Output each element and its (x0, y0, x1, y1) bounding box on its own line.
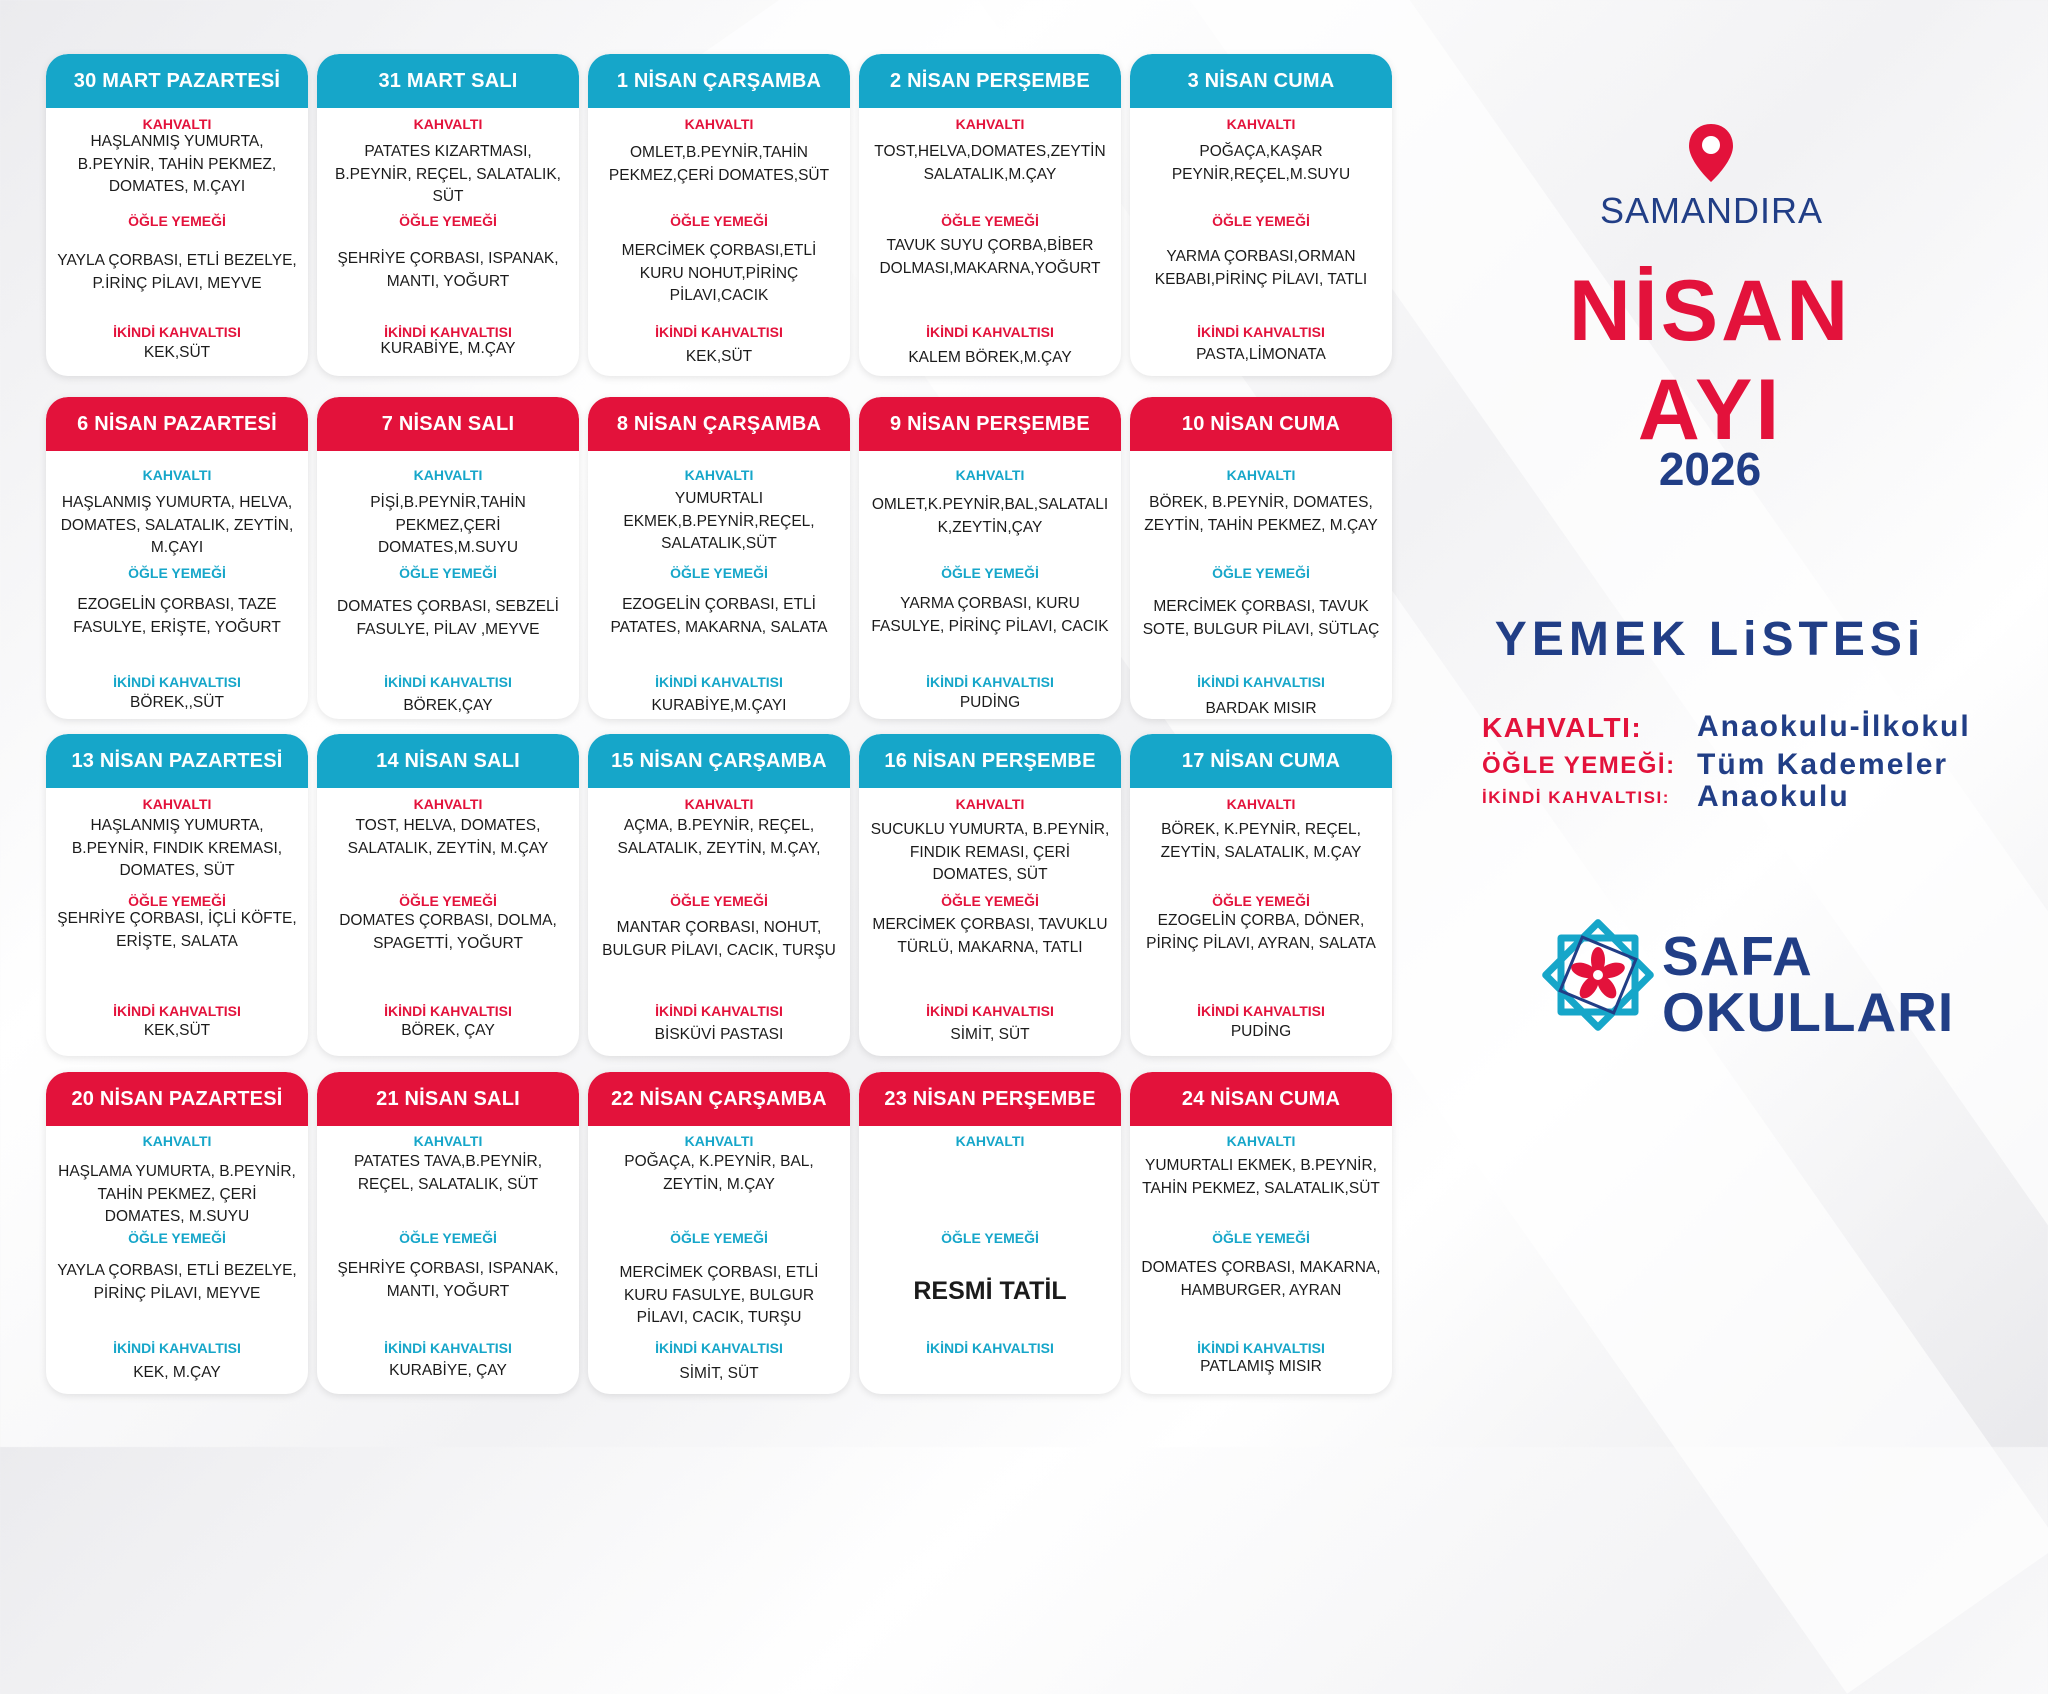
logo-text-line1: SAFA (1662, 925, 1813, 987)
breakfast-items: OMLET,B.PEYNİR,TAHİN PEKMEZ,ÇERİ DOMATES,SÜT (608, 144, 830, 184)
breakfast-items: HAŞLANMIŞ YUMURTA, B.PEYNİR, FINDIK KREMASI, DOMATES, SÜT (71, 817, 283, 879)
lunch-items: EZOGELİN ÇORBASI, ETLİ PATATES, MAKARNA, SALATA (610, 596, 828, 636)
campus-name: SAMANDIRA (1600, 190, 1824, 231)
day-card (859, 1072, 1121, 1394)
lunch-items: YARMA ÇORBASI,ORMAN KEBABI,PİRİNÇ PİLAVI, TATLI (1154, 248, 1368, 288)
legend-label-lunch: ÖĞLE YEMEĞİ: (1482, 752, 1676, 779)
breakfast-label: KAHVALTI (413, 116, 483, 132)
breakfast-items: POĞAÇA, K.PEYNİR, BAL, ZEYTİN, M.ÇAY (624, 1153, 814, 1193)
breakfast-items: YUMURTALI EKMEK,B.PEYNİR,REÇEL, SALATALIK,SÜT (623, 490, 815, 552)
breakfast-items: BÖREK, K.PEYNİR, REÇEL, ZEYTİN, SALATALIK, M.ÇAY (1160, 821, 1362, 861)
breakfast-label: KAHVALTI (684, 796, 754, 812)
snack-items: KEK,SÜT (143, 1022, 211, 1039)
day-card (588, 734, 850, 1056)
breakfast-label: KAHVALTI (413, 796, 483, 812)
breakfast-label: KAHVALTI (1226, 467, 1296, 483)
lunch-label: ÖĞLE YEMEĞİ (1212, 1230, 1310, 1246)
day-card (46, 734, 308, 1056)
holiday-notice: RESMİ TATİL (913, 1277, 1067, 1305)
legend-value-lunch: Tüm Kademeler (1697, 748, 1949, 781)
day-card (46, 397, 308, 719)
lunch-label: ÖĞLE YEMEĞİ (1212, 565, 1310, 581)
snack-label: İKİNDİ KAHVALTISI (113, 674, 241, 690)
logo-text-line2: OKULLARI (1662, 981, 1955, 1043)
breakfast-items: HAŞLANMIŞ YUMURTA, B.PEYNİR, TAHİN PEKMEZ, DOMATES, M.ÇAYI (77, 133, 277, 195)
day-card (46, 54, 308, 376)
snack-items: KURABİYE,M.ÇAYI (651, 697, 787, 714)
breakfast-label: KAHVALTI (1226, 116, 1296, 132)
lunch-items: MERCİMEK ÇORBASI, TAVUK SOTE, BULGUR PİLAVI, SÜTLAÇ (1142, 598, 1380, 638)
snack-label: İKİNDİ KAHVALTISI (1197, 324, 1325, 340)
breakfast-label: KAHVALTI (955, 116, 1025, 132)
snack-label: İKİNDİ KAHVALTISI (113, 324, 241, 340)
snack-label: İKİNDİ KAHVALTISI (113, 1340, 241, 1356)
day-card (1130, 54, 1392, 376)
day-card (859, 54, 1121, 376)
breakfast-items: AÇMA, B.PEYNİR, REÇEL, SALATALIK, ZEYTİN, M.ÇAY, (617, 817, 821, 857)
day-card (317, 54, 579, 376)
snack-items: PATLAMIŞ MISIR (1200, 1358, 1322, 1375)
lunch-label: ÖĞLE YEMEĞİ (128, 1230, 226, 1246)
day-header: 21 NİSAN SALI (317, 1072, 579, 1126)
lunch-items: MANTAR ÇORBASI, NOHUT, BULGUR PİLAVI, CACIK, TURŞU (602, 919, 836, 959)
legend-label-breakfast: KAHVALTI: (1482, 712, 1643, 743)
snack-items: KURABİYE, M.ÇAY (380, 340, 516, 357)
snack-items: PUDİNG (1230, 1023, 1292, 1040)
snack-label: İKİNDİ KAHVALTISI (655, 1003, 783, 1019)
breakfast-label: KAHVALTI (955, 1133, 1025, 1149)
lunch-items: EZOGELİN ÇORBA, DÖNER, PİRİNÇ PİLAVI, AYRAN, SALATA (1146, 912, 1376, 952)
day-header: 14 NİSAN SALI (317, 734, 579, 788)
lunch-items: TAVUK SUYU ÇORBA,BİBER DOLMASI,MAKARNA,YOĞURT (879, 237, 1101, 277)
lunch-label: ÖĞLE YEMEĞİ (1212, 213, 1310, 229)
snack-items: KALEM BÖREK,M.ÇAY (908, 349, 1072, 366)
lunch-label: ÖĞLE YEMEĞİ (399, 1230, 497, 1246)
day-header: 16 NİSAN PERŞEMBE (859, 734, 1121, 788)
month-title: NİSAN AYI (1568, 263, 1852, 458)
day-card (317, 734, 579, 1056)
day-header: 9 NİSAN PERŞEMBE (859, 397, 1121, 451)
day-card (1130, 397, 1392, 719)
day-header: 7 NİSAN SALI (317, 397, 579, 451)
snack-items: KEK,SÜT (143, 344, 211, 361)
lunch-label: ÖĞLE YEMEĞİ (670, 213, 768, 229)
breakfast-label: KAHVALTI (142, 1133, 212, 1149)
breakfast-items: TOST,HELVA,DOMATES,ZEYTİN SALATALIK,M.ÇAY (874, 143, 1106, 183)
breakfast-label: KAHVALTI (142, 467, 212, 483)
day-card (1130, 1072, 1392, 1394)
snack-items: BÖREK, ÇAY (401, 1022, 495, 1039)
lunch-items: MERCİMEK ÇORBASI,ETLİ KURU NOHUT,PİRİNÇ PİLAVI,CACIK (621, 242, 817, 304)
lunch-items: YARMA ÇORBASI, KURU FASULYE, PİRİNÇ PİLAVI, CACIK (871, 595, 1109, 635)
lunch-items: DOMATES ÇORBASI, MAKARNA, HAMBURGER, AYRAN (1141, 1259, 1381, 1299)
legend-label-snack: İKİNDİ KAHVALTISI: (1482, 788, 1670, 807)
day-header: 15 NİSAN ÇARŞAMBA (588, 734, 850, 788)
lunch-items: ŞEHRİYE ÇORBASI, ISPANAK, MANTI, YOĞURT (337, 250, 559, 290)
snack-label: İKİNDİ KAHVALTISI (926, 324, 1054, 340)
safa-logo-icon (1533, 910, 1663, 1045)
day-header: 22 NİSAN ÇARŞAMBA (588, 1072, 850, 1126)
snack-label: İKİNDİ KAHVALTISI (926, 674, 1054, 690)
snack-label: İKİNDİ KAHVALTISI (113, 1003, 241, 1019)
lunch-label: ÖĞLE YEMEĞİ (941, 1230, 1039, 1246)
lunch-label: ÖĞLE YEMEĞİ (399, 213, 497, 229)
snack-label: İKİNDİ KAHVALTISI (655, 674, 783, 690)
day-card (317, 1072, 579, 1394)
snack-label: İKİNDİ KAHVALTISI (384, 1003, 512, 1019)
day-header: 13 NİSAN PAZARTESİ (46, 734, 308, 788)
day-header: 30 MART PAZARTESİ (46, 54, 308, 108)
location-pin-icon (1687, 122, 1735, 189)
breakfast-items: OMLET,K.PEYNİR,BAL,SALATALI K,ZEYTİN,ÇAY (871, 496, 1109, 536)
day-header: 10 NİSAN CUMA (1130, 397, 1392, 451)
breakfast-items: PATATES TAVA,B.PEYNİR, REÇEL, SALATALIK, SÜT (353, 1153, 543, 1193)
breakfast-items: TOST, HELVA, DOMATES, SALATALIK, ZEYTİN, M.ÇAY (347, 817, 549, 857)
breakfast-label: KAHVALTI (955, 467, 1025, 483)
lunch-items: YAYLA ÇORBASI, ETLİ BEZELYE, P.İRİNÇ PİLAVI, MEYVE (57, 252, 297, 292)
lunch-label: ÖĞLE YEMEĞİ (1212, 893, 1310, 909)
snack-label: İKİNDİ KAHVALTISI (655, 1340, 783, 1356)
snack-label: İKİNDİ KAHVALTISI (1197, 674, 1325, 690)
breakfast-items: SUCUKLU YUMURTA, B.PEYNİR, FINDIK REMASI, ÇERİ DOMATES, SÜT (870, 821, 1110, 883)
lunch-items: ŞEHRİYE ÇORBASI, İÇLİ KÖFTE, ERİŞTE, SALATA (57, 910, 297, 950)
snack-items: KEK, M.ÇAY (133, 1364, 221, 1381)
snack-items: PASTA,LİMONATA (1196, 346, 1326, 363)
day-header: 8 NİSAN ÇARŞAMBA (588, 397, 850, 451)
lunch-label: ÖĞLE YEMEĞİ (670, 565, 768, 581)
lunch-items: ŞEHRİYE ÇORBASI, ISPANAK, MANTI, YOĞURT (337, 1260, 559, 1300)
snack-label: İKİNDİ KAHVALTISI (1197, 1003, 1325, 1019)
breakfast-items: POĞAÇA,KAŞAR PEYNİR,REÇEL,M.SUYU (1171, 143, 1351, 183)
breakfast-label: KAHVALTI (413, 1133, 483, 1149)
snack-label: İKİNDİ KAHVALTISI (926, 1340, 1054, 1356)
snack-label: İKİNDİ KAHVALTISI (384, 1340, 512, 1356)
day-header: 20 NİSAN PAZARTESİ (46, 1072, 308, 1126)
lunch-label: ÖĞLE YEMEĞİ (399, 893, 497, 909)
snack-label: İKİNDİ KAHVALTISI (655, 324, 783, 340)
day-header: 31 MART SALI (317, 54, 579, 108)
day-card (588, 54, 850, 376)
lunch-label: ÖĞLE YEMEĞİ (941, 213, 1039, 229)
snack-items: BÖREK,,SÜT (130, 694, 224, 711)
lunch-items: YAYLA ÇORBASI, ETLİ BEZELYE, PİRİNÇ PİLAVI, MEYVE (57, 1262, 297, 1302)
lunch-label: ÖĞLE YEMEĞİ (941, 565, 1039, 581)
snack-items: SİMİT, SÜT (950, 1026, 1030, 1043)
breakfast-label: KAHVALTI (142, 796, 212, 812)
snack-items: BARDAK MISIR (1205, 700, 1317, 717)
breakfast-label: KAHVALTI (1226, 1133, 1296, 1149)
lunch-label: ÖĞLE YEMEĞİ (941, 893, 1039, 909)
legend-value-breakfast: Anaokulu-İlkokul (1697, 710, 1971, 743)
lunch-items: MERCİMEK ÇORBASI, TAVUKLU TÜRLÜ, MAKARNA, TATLI (872, 916, 1108, 956)
legend-value-snack: Anaokulu (1697, 780, 1850, 813)
breakfast-label: KAHVALTI (684, 116, 754, 132)
day-header: 24 NİSAN CUMA (1130, 1072, 1392, 1126)
snack-items: SİMİT, SÜT (679, 1365, 759, 1382)
day-card (588, 1072, 850, 1394)
day-card (317, 397, 579, 719)
breakfast-label: KAHVALTI (955, 796, 1025, 812)
lunch-label: ÖĞLE YEMEĞİ (670, 1230, 768, 1246)
breakfast-label: KAHVALTI (413, 467, 483, 483)
breakfast-label: KAHVALTI (142, 116, 212, 132)
snack-items: BİSKÜVİ PASTASI (654, 1026, 784, 1043)
day-header: 2 NİSAN PERŞEMBE (859, 54, 1121, 108)
snack-items: KEK,SÜT (685, 348, 753, 365)
breakfast-label: KAHVALTI (1226, 796, 1296, 812)
snack-label: İKİNDİ KAHVALTISI (926, 1003, 1054, 1019)
day-card (859, 734, 1121, 1056)
breakfast-items: PATATES KIZARTMASI, B.PEYNİR, REÇEL, SALATALIK, SÜT (335, 143, 561, 205)
breakfast-items: BÖREK, B.PEYNİR, DOMATES, ZEYTİN, TAHİN PEKMEZ, M.ÇAY (1144, 494, 1378, 534)
day-header: 6 NİSAN PAZARTESİ (46, 397, 308, 451)
snack-items: BÖREK,ÇAY (403, 697, 493, 714)
lunch-label: ÖĞLE YEMEĞİ (128, 893, 226, 909)
lunch-items: MERCİMEK ÇORBASI, ETLİ KURU FASULYE, BULGUR PİLAVI, CACIK, TURŞU (619, 1264, 819, 1326)
day-card (859, 397, 1121, 719)
lunch-items: DOMATES ÇORBASI, DOLMA, SPAGETTİ, YOĞURT (339, 912, 557, 952)
day-card (46, 1072, 308, 1394)
lunch-items: EZOGELİN ÇORBASI, TAZE FASULYE, ERİŞTE, YOĞURT (73, 596, 281, 636)
snack-items: PUDİNG (959, 694, 1021, 711)
day-header: 23 NİSAN PERŞEMBE (859, 1072, 1121, 1126)
day-header: 17 NİSAN CUMA (1130, 734, 1392, 788)
day-card (588, 397, 850, 719)
day-header: 3 NİSAN CUMA (1130, 54, 1392, 108)
breakfast-items: HAŞLAMA YUMURTA, B.PEYNİR, TAHİN PEKMEZ, ÇERİ DOMATES, M.SUYU (58, 1163, 296, 1225)
lunch-label: ÖĞLE YEMEĞİ (128, 565, 226, 581)
breakfast-items: YUMURTALI EKMEK, B.PEYNİR, TAHİN PEKMEZ, SALATALIK,SÜT (1142, 1157, 1380, 1197)
snack-label: İKİNDİ KAHVALTISI (384, 674, 512, 690)
snack-label: İKİNDİ KAHVALTISI (1197, 1340, 1325, 1356)
lunch-label: ÖĞLE YEMEĞİ (128, 213, 226, 229)
day-header: 1 NİSAN ÇARŞAMBA (588, 54, 850, 108)
breakfast-label: KAHVALTI (684, 1133, 754, 1149)
breakfast-label: KAHVALTI (684, 467, 754, 483)
day-card (1130, 734, 1392, 1056)
year: 2026 (1658, 443, 1762, 495)
breakfast-items: PİŞİ,B.PEYNİR,TAHİN PEKMEZ,ÇERİ DOMATES,M.SUYU (370, 494, 526, 556)
list-title: YEMEK LiSTESi (1494, 613, 1926, 666)
breakfast-items: HAŞLANMIŞ YUMURTA, HELVA, DOMATES, SALATALIK, ZEYTİN, M.ÇAYI (60, 494, 294, 556)
snack-label: İKİNDİ KAHVALTISI (384, 324, 512, 340)
lunch-label: ÖĞLE YEMEĞİ (399, 565, 497, 581)
lunch-label: ÖĞLE YEMEĞİ (670, 893, 768, 909)
lunch-items: DOMATES ÇORBASI, SEBZELİ FASULYE, PİLAV ,MEYVE (337, 598, 559, 638)
snack-items: KURABİYE, ÇAY (389, 1362, 507, 1379)
